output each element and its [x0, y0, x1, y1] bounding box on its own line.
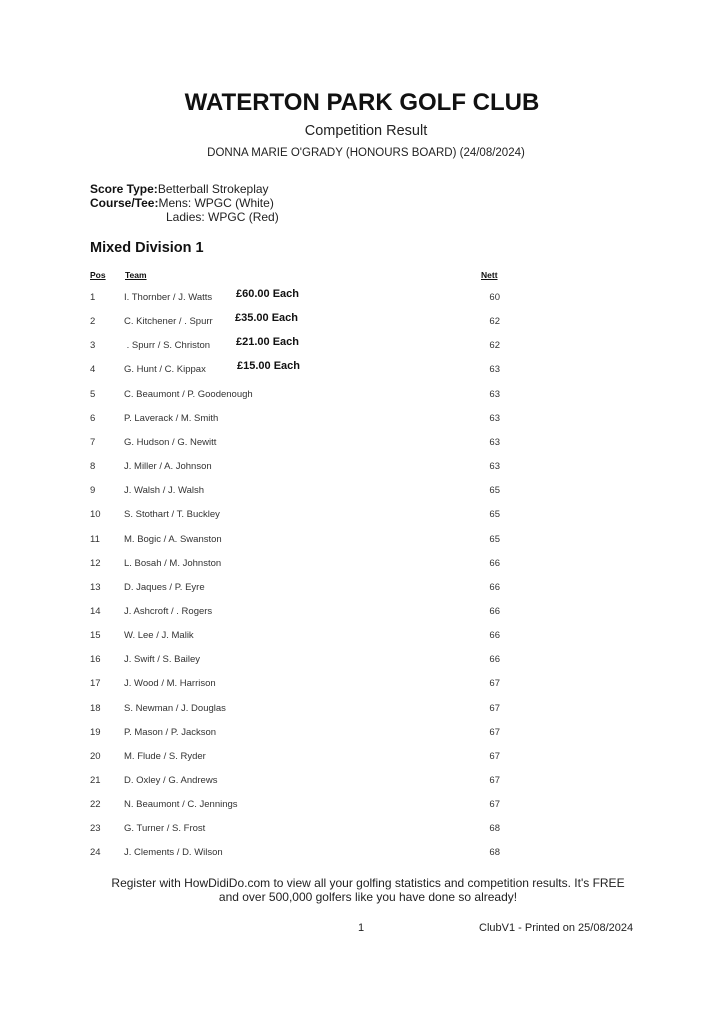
row-team: D. Jaques / P. Eyre: [124, 581, 205, 593]
row-team: J. Ashcroft / . Rogers: [124, 605, 213, 617]
row-nett: 63: [489, 388, 500, 400]
row-position: 24: [90, 847, 101, 859]
row-nett: 67: [489, 799, 500, 811]
course-tee-line: [90, 196, 279, 210]
page-number: 1: [358, 922, 365, 934]
row-nett: 62: [489, 340, 500, 352]
row-team: P. Mason / P. Jackson: [124, 726, 217, 738]
row-position: 3: [90, 340, 96, 352]
score-type-value: Betterball Strokeplay: [157, 182, 269, 196]
row-nett: 66: [489, 557, 500, 569]
score-type-label: Score Type:: [90, 182, 158, 196]
row-team: J. Swift / S. Bailey: [124, 654, 201, 666]
row-team: C. Kitchener / . Spurr: [124, 316, 213, 328]
table-row: [0, 775, 724, 795]
row-team: L. Bosah / M. Johnston: [124, 557, 222, 569]
table-row: [0, 485, 724, 505]
row-nett: 68: [489, 847, 500, 859]
column-header-team: Team: [125, 270, 147, 280]
table-row: [0, 461, 724, 481]
row-position: 6: [90, 412, 96, 424]
row-team: G. Hunt / C. Kippax: [124, 364, 206, 376]
row-position: 10: [90, 509, 101, 521]
row-position: 8: [90, 461, 96, 473]
row-team: G. Turner / S. Frost: [124, 823, 206, 835]
table-row: [0, 413, 724, 433]
row-team: J. Wood / M. Harrison: [124, 678, 216, 690]
row-nett: 67: [489, 775, 500, 786]
table-row: [0, 360, 724, 384]
table-row: [0, 534, 724, 554]
row-position: 17: [90, 678, 101, 690]
course-tee-ladies: Ladies: WPGC (Red): [166, 210, 279, 224]
row-prize: £60.00 Each: [236, 288, 299, 300]
row-team: P. Laverack / M. Smith: [124, 412, 219, 424]
row-team: G. Hudson / G. Newitt: [124, 436, 217, 448]
footer-message-line-2: and over 500,000 golfers like you have done so already!: [218, 890, 518, 904]
course-tee-label: Course/Tee:: [90, 196, 159, 210]
row-position: 9: [90, 485, 96, 497]
table-row: [0, 582, 724, 602]
row-nett: 66: [489, 630, 500, 642]
table-row: [0, 336, 724, 360]
row-nett: 67: [489, 726, 500, 738]
row-team: J. Miller / A. Johnson: [124, 461, 212, 473]
row-position: 15: [90, 630, 101, 642]
row-position: 23: [90, 823, 101, 835]
table-row: [0, 678, 724, 698]
column-header-nett: Nett: [481, 270, 498, 280]
row-nett: 63: [489, 461, 500, 473]
row-position: 19: [90, 726, 101, 738]
row-team: J. Walsh / J. Walsh: [124, 485, 205, 497]
row-nett: 67: [489, 750, 500, 762]
row-team: N. Beaumont / C. Jennings: [124, 799, 238, 811]
table-row: [0, 727, 724, 747]
row-prize: £15.00 Each: [237, 360, 300, 373]
row-team: J. Clements / D. Wilson: [124, 847, 223, 859]
table-row: [0, 751, 724, 771]
row-nett: 67: [489, 678, 500, 690]
row-position: 5: [90, 388, 96, 400]
row-team: S. Newman / J. Douglas: [124, 702, 226, 714]
row-team: S. Stothart / T. Buckley: [124, 509, 220, 521]
document-subtitle: Competition Result: [304, 123, 428, 139]
table-row: [0, 312, 724, 336]
table-row: [0, 799, 724, 819]
row-prize: £21.00 Each: [236, 336, 299, 349]
score-type-line: [90, 182, 279, 196]
competition-info: [90, 182, 279, 224]
row-nett: 63: [489, 412, 500, 424]
table-row: [0, 437, 724, 457]
row-position: 2: [90, 316, 96, 328]
division-title: Mixed Division 1: [90, 240, 204, 256]
footer-message-line-1: Register with HowDidiDo.com to view all your golfing statistics and competition results. It's FREE: [111, 876, 625, 890]
row-position: 22: [90, 799, 101, 811]
row-nett: 66: [489, 654, 500, 666]
row-nett: 65: [489, 533, 500, 545]
row-nett: 66: [489, 581, 500, 593]
table-row: [0, 606, 724, 626]
row-nett: 68: [489, 823, 500, 835]
row-nett: 67: [489, 702, 500, 714]
row-nett: 63: [489, 364, 500, 376]
footer-message: [0, 876, 724, 904]
column-header-pos: Pos: [90, 270, 106, 280]
row-position: 18: [90, 702, 101, 714]
row-position: 1: [90, 292, 96, 303]
table-row: [0, 558, 724, 578]
table-row: [0, 389, 724, 409]
row-position: 11: [90, 533, 100, 545]
row-position: 21: [90, 775, 101, 786]
course-tee-mens: Mens: WPGC (White): [158, 196, 274, 210]
row-team: W. Lee / J. Malik: [124, 630, 194, 642]
table-row: [0, 630, 724, 650]
printed-date: ClubV1 - Printed on 25/08/2024: [479, 922, 634, 934]
competition-name: DONNA MARIE O'GRADY (HONOURS BOARD) (24/08/2024): [207, 147, 525, 159]
table-row: [0, 288, 724, 312]
row-team: I. Thornber / J. Watts: [124, 292, 213, 303]
row-team: M. Bogic / A. Swanston: [124, 533, 222, 545]
row-team: M. Flude / S. Ryder: [124, 750, 206, 762]
row-team: C. Beaumont / P. Goodenough: [124, 388, 253, 400]
row-position: 13: [90, 581, 101, 593]
row-team: . Spurr / S. Christon: [124, 340, 211, 352]
row-nett: 65: [489, 509, 500, 521]
row-nett: 66: [489, 605, 500, 617]
row-position: 4: [90, 364, 96, 376]
table-row: [0, 703, 724, 723]
row-nett: 60: [489, 292, 500, 303]
club-name: WATERTON PARK GOLF CLUB: [184, 89, 540, 116]
row-nett: 62: [489, 316, 500, 328]
table-row: [0, 847, 724, 867]
row-position: 20: [90, 750, 101, 762]
row-position: 7: [90, 436, 96, 448]
row-team: D. Oxley / G. Andrews: [124, 775, 218, 786]
row-nett: 63: [489, 436, 500, 448]
row-prize: £35.00 Each: [235, 312, 298, 325]
table-row: [0, 654, 724, 674]
row-position: 14: [90, 605, 101, 617]
row-position: 12: [90, 557, 101, 569]
table-row: [0, 509, 724, 529]
table-row: [0, 823, 724, 843]
row-position: 16: [90, 654, 101, 666]
row-nett: 65: [489, 485, 500, 497]
